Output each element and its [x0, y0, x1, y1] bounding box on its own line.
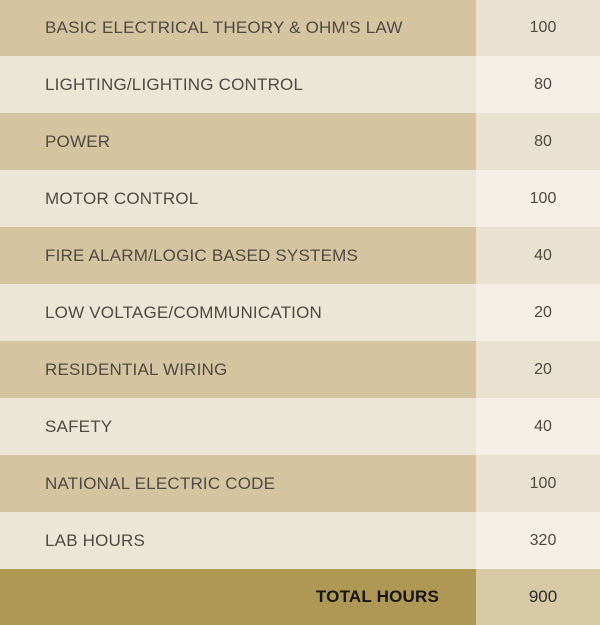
- course-hours: 40: [476, 227, 600, 284]
- course-name: BASIC ELECTRICAL THEORY & OHM'S LAW: [0, 0, 476, 56]
- table-row: [0, 455, 600, 512]
- total-hours: 900: [476, 569, 600, 625]
- table-row: [0, 398, 600, 455]
- course-name: SAFETY: [0, 398, 476, 455]
- course-hours: 20: [476, 284, 600, 341]
- table-row: [0, 56, 600, 113]
- table-row: [0, 227, 600, 284]
- course-hours: 100: [476, 0, 600, 56]
- course-hours: 20: [476, 341, 600, 398]
- course-name: POWER: [0, 113, 476, 170]
- course-name: LAB HOURS: [0, 512, 476, 569]
- table-row: [0, 170, 600, 227]
- total-row: [0, 569, 600, 625]
- course-name: LIGHTING/LIGHTING CONTROL: [0, 56, 476, 113]
- course-hours: 40: [476, 398, 600, 455]
- table-row: [0, 0, 600, 56]
- course-name: MOTOR CONTROL: [0, 170, 476, 227]
- course-name: RESIDENTIAL WIRING: [0, 341, 476, 398]
- table-row: [0, 512, 600, 569]
- total-label: TOTAL HOURS: [0, 569, 476, 625]
- table-row: [0, 113, 600, 170]
- course-hours: 100: [476, 170, 600, 227]
- course-hours: 80: [476, 113, 600, 170]
- course-hours: 100: [476, 455, 600, 512]
- table-row: [0, 341, 600, 398]
- course-name: FIRE ALARM/LOGIC BASED SYSTEMS: [0, 227, 476, 284]
- table-row: [0, 284, 600, 341]
- course-name: LOW VOLTAGE/COMMUNICATION: [0, 284, 476, 341]
- course-hours: 320: [476, 512, 600, 569]
- course-hours: 80: [476, 56, 600, 113]
- course-name: NATIONAL ELECTRIC CODE: [0, 455, 476, 512]
